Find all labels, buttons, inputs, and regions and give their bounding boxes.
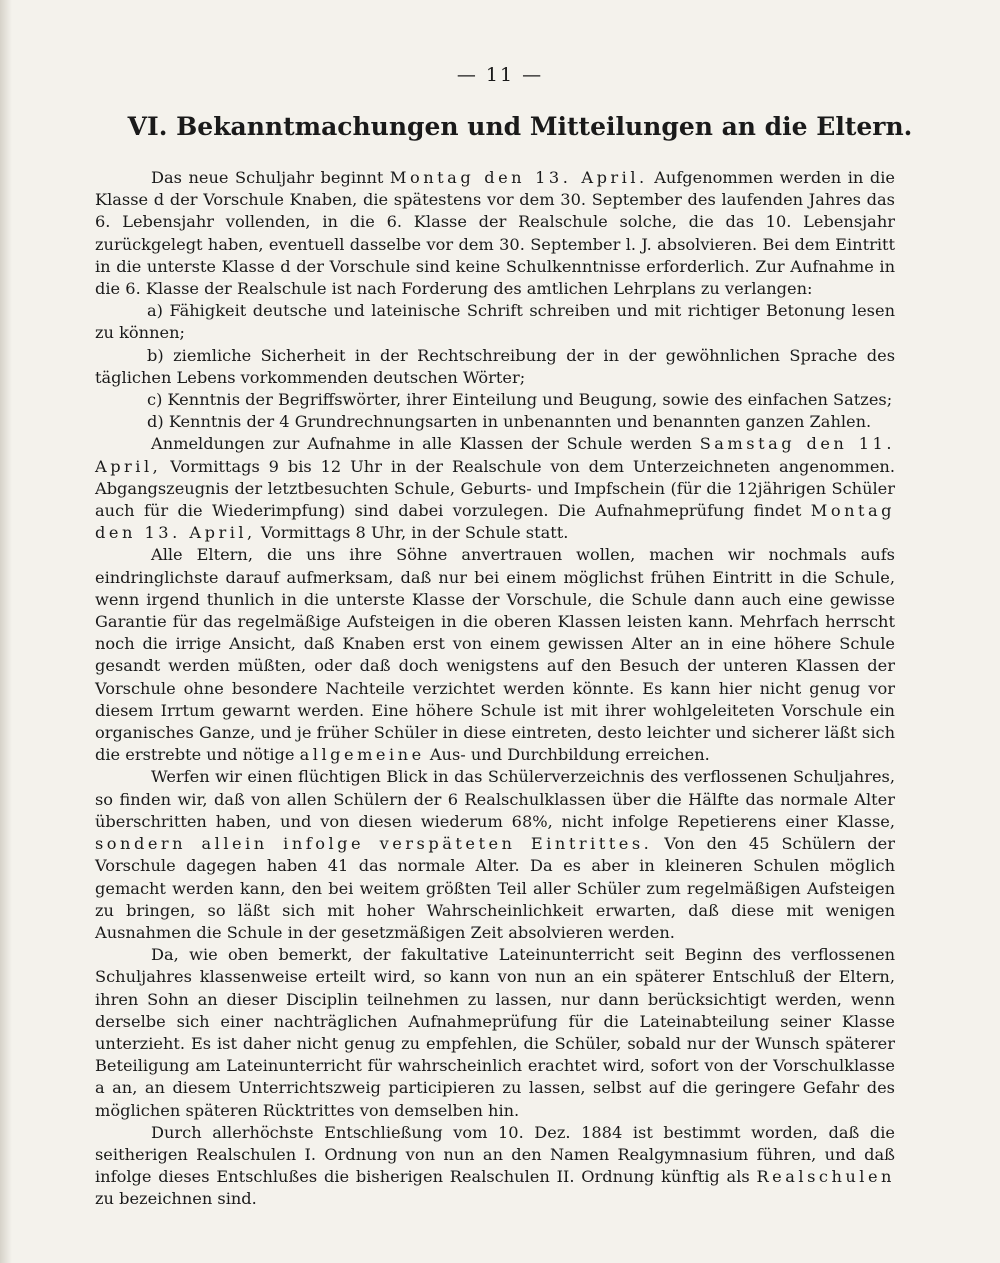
requirement-item-a: a) Fähigkeit deutsche und lateinische Schrift schreiben und mit richtiger Betonung lesen zu können; bbox=[95, 301, 895, 343]
emphasis-registration-date: Samstag den 11. April, bbox=[95, 434, 895, 476]
paragraph-realgymnasium bbox=[95, 1122, 895, 1211]
text-run: Das neue Schuljahr beginnt bbox=[151, 168, 384, 187]
emphasis-late-entry: sondern allein infolge verspäteten Eintrittes. bbox=[95, 834, 653, 854]
text-run: Werfen wir einen flüchtigen Blick in das Schülerverzeichnis des verflossenen Schuljahres, so finden wir, daß von allen Schülern der 6 Realschulklassen über die Hälfte das normale Alter überschritten haben, und von diesen wiederum 68%, nicht infolge Repetierens einer Klasse, bbox=[95, 767, 895, 831]
text-run: Anmeldungen zur Aufnahme in alle Klassen der Schule werden bbox=[151, 434, 692, 454]
text-run: Vormittags 9 bis 12 Uhr in der Realschule von dem Unterzeichneten angenommen. Abgangszeugnis der letztbesuchten Schule, Geburts- und Impfschein (für die 12jährigen Schüler auch für die Wiederimpfung) sind dabei vorzulegen. Die Aufnahmeprüfung findet bbox=[95, 456, 895, 521]
requirement-item-b: b) ziemliche Sicherheit in der Rechtschreibung der in der gewöhnlichen Sprache des täglichen Lebens vorkommenden deutschen Wörter; bbox=[95, 345, 895, 387]
emphasis-start-date: Montag den 13. April. bbox=[389, 168, 648, 187]
body-text bbox=[95, 167, 895, 1211]
emphasis-allgemeine: allgemeine bbox=[299, 745, 425, 765]
paragraph-registration bbox=[95, 433, 895, 544]
text-run: zu bezeichnen sind. bbox=[95, 1189, 257, 1209]
page-fold-shadow bbox=[0, 0, 12, 1263]
text-run: Durch allerhöchste Entschließung vom 10. Dez. 1884 ist bestimmt worden, daß die seitherigen Realschulen I. Ordnung von nun an den Namen Realgymnasium führen, und daß infolge dieses Entschlußes die bisherigen Realschulen II. Ordnung künftig als bbox=[95, 1122, 895, 1187]
text-run: Alle Eltern, die uns ihre Söhne anvertrauen wollen, machen wir nochmals aufs eindringlichste darauf aufmerksam, daß nur bei einem möglichst frühen Eintritt in die Schule, wenn irgend thunlich in die unterste Klasse der Vorschule, die Schule dann auch eine gewisse Garantie für das regelmäßige Aufsteigen in die oberen Klassen leisten kann. Mehrfach herrscht noch die irrige Ansicht, daß Knaben erst von einem gewissen Alter an in eine höhere Schule gesandt werden müßten, oder daß doch wenigstens auf den Besuch der unteren Klassen der Vorschule ohne besondere Nachteile verzichtet werden könnte. Es kann hier nicht genug vor diesem Irrtum gewarnt werden. Eine höhere Schule ist mit ihrer wohlgeleiteten Vorschule ein organisches Ganze, und je früher Schüler in diese eintreten, desto leichter und sicherer läßt sich die erstrebte und nötige bbox=[95, 545, 895, 765]
text-run: Aufgenommen werden in die Klasse d der Vorschule Knaben, die spätestens vor dem 30. September des laufenden Jahres das 6. Lebensjahr vollenden, in die 6. Klasse der Realschule solche, die das 10. Lebensjahr zurückgelegt haben, eventuell dasselbe vor dem 30. September l. J. absolvieren. Bei dem Eintritt in die unterste Klasse d der Vorschule sind keine Schulkenntnisse erforderlich. Zur Aufnahme in die 6. Klasse der Realschule ist nach Forderung des amtlichen Lehrplans zu verlangen: bbox=[95, 168, 895, 299]
paragraph-latin: Da, wie oben bemerkt, der fakultative Lateinunterricht seit Beginn des verflossenen Schuljahres klassenweise erteilt wird, so kann von nun an ein späterer Entschluß der Eltern, ihren Sohn an dieser Disciplin teilnehmen zu lassen, nur dann berücksichtigt werden, wenn derselbe sich einer nachträglichen Aufnahmeprüfung für die Lateinabteilung seiner Klasse unterzieht. Es ist daher nicht genug zu empfehlen, die Schüler, sobald nur der Wunsch späterer Beteiligung am Lateinunterricht für wahrscheinlich erachtet wird, sofort von der Vorschulklasse a an, an diesem Unterrichtszweig participieren zu lassen, selbst auf die geringere Gefahr des möglichen späteren Rücktrittes von demselben hin. bbox=[95, 945, 895, 1120]
emphasis-exam-date: Montag den 13. April, bbox=[95, 501, 896, 543]
requirement-item-d: d) Kenntnis der 4 Grundrechnungsarten in unbenannten und benannten ganzen Zahlen. bbox=[147, 412, 872, 432]
text-run: Von den 45 Schülern der Vorschule dagegen haben 41 das normale Alter. Da es aber in kleineren Schulen möglich gemacht werden kann, den bei weitem größten Teil aller Schüler zum regelmäßigen Aufsteigen zu bringen, so läßt sich mit hoher Wahrscheinlichkeit erwarten, daß diese mit wenigen Ausnahmen die Schule in der gesetzmäßigen Zeit absolvieren werden. bbox=[95, 834, 895, 942]
text-run: Aus- und Durchbildung erreichen. bbox=[429, 745, 710, 765]
paragraph-statistics bbox=[95, 766, 895, 944]
paragraph-school-year bbox=[95, 167, 895, 300]
emphasis-realschulen: Realschulen bbox=[756, 1167, 895, 1187]
page-number: — 11 — bbox=[456, 64, 544, 86]
requirement-item-c: c) Kenntnis der Begriffswörter, ihrer Einteilung und Beugung, sowie des einfachen Satzes; bbox=[147, 390, 893, 410]
text-run: Vormittags 8 Uhr, in der Schule statt. bbox=[260, 523, 569, 543]
paragraph-early-entry bbox=[95, 544, 895, 766]
section-heading: VI. Bekanntmachungen und Mitteilungen an die Eltern. bbox=[127, 112, 913, 141]
